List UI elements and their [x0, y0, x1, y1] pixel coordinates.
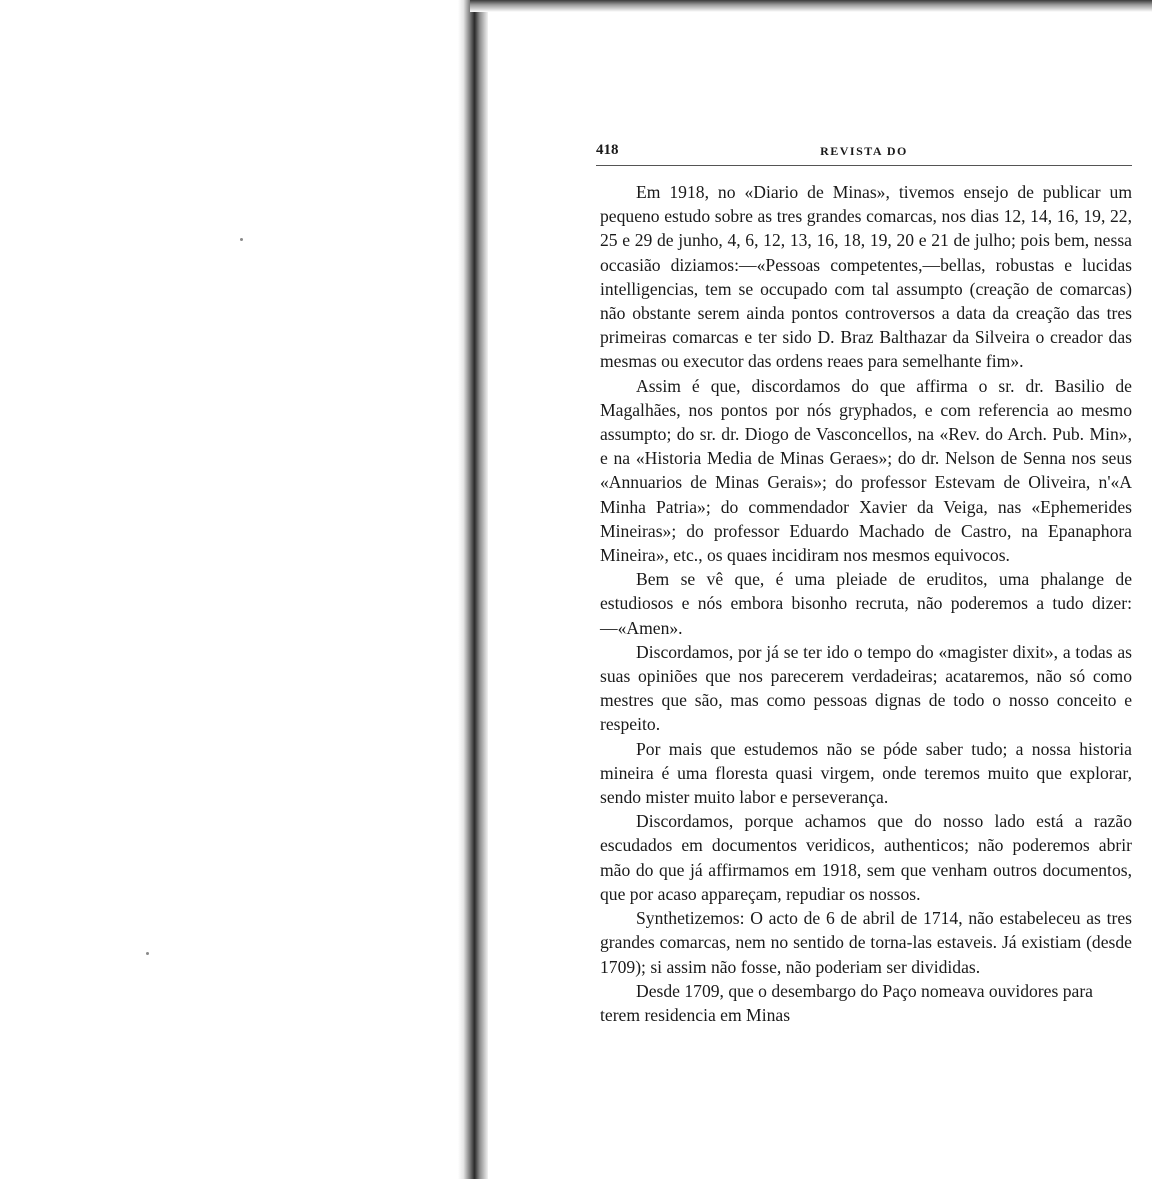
paragraph: Bem se vê que, é uma pleiade de eruditos, uma phalange de estudiosos e nós embora bisonho recruta, não poderemos a tudo dizer:—«Amen».	[600, 569, 1132, 638]
running-title: REVISTA DO	[820, 144, 908, 158]
paper-speck	[240, 238, 243, 241]
paragraph: Em 1918, no «Diario de Minas», tivemos ensejo de publicar um pequeno estudo sobre as tres grandes comarcas, nos dias 12, 14, 16, 19, 22, 25 e 29 de junho, 4, 6, 12, 13, 16, 18, 19, 20 e 21 de julho; pois bem, nessa occasião diziamos:—«Pessoas competentes,—bellas, robustas e lucidas intelligencias, tem se occupado com tal assumpto (creação de comarcas) não obstante serem ainda pontos controversos a data da creação das tres primeiras comarcas e ter sido D. Braz Balthazar da Silveira o creador das mesmas ou executor das ordens reaes para semelhante fim».	[600, 182, 1132, 372]
body-text	[600, 180, 1132, 1027]
book-gutter	[458, 0, 488, 1179]
paragraph: Synthetizemos: O acto de 6 de abril de 1714, não estabeleceu as tres grandes comarcas, nem no sentido de torna-las estaveis. Já existiam (desde 1709); si assim não fosse, não poderiam ser divididas.	[600, 908, 1132, 977]
paper-speck	[146, 952, 149, 955]
blank-left-page	[0, 0, 462, 1179]
paragraph: Discordamos, porque achamos que do nosso lado está a razão escudados em documentos veridicos, authenticos; não poderemos abrir mão do que já affirmamos em 1918, sem que venham outros documentos, que por acaso appareçam, repudiar os nossos.	[600, 811, 1132, 904]
paragraph: Desde 1709, que o desembargo do Paço nomeava ouvidores para terem residencia em Minas	[600, 980, 1093, 1025]
paragraph: Assim é que, discordamos do que affirma o sr. dr. Basilio de Magalhães, nos pontos por nós gryphados, e com referencia ao mesmo assumpto; do sr. dr. Diogo de Vasconcellos, na «Rev. do Arch. Pub. Min», e na «Historia Media de Minas Geraes»; do dr. Nelson de Senna nos seus «Annuarios de Minas Gerais»; do professor Estevam de Oliveira, n'«A Minha Patria»; do commendador Xavier da Veiga, nas «Ephemerides Mineiras»; do professor Eduardo Machado de Castro, na Epanaphora Mineira», etc., os quaes incidiram nos mesmos equivocos.	[600, 375, 1132, 566]
page-top-edge	[470, 0, 1152, 12]
document-page	[488, 12, 1152, 1179]
header-rule	[596, 165, 1132, 166]
paragraph: Por mais que estudemos não se póde saber tudo; a nossa historia mineira é uma floresta quasi virgem, onde teremos muito que explorar, sendo mister muito labor e perseverança.	[600, 738, 1132, 808]
running-header	[596, 140, 1132, 162]
page-number: 418	[596, 142, 619, 158]
paragraph: Discordamos, por já se ter ido o tempo do «magister dixit», a todas as suas opiniões que nos parecerem verdadeiras; acataremos, não só como mestres que são, mas como pessoas dignas de todo o nosso conceito e respeito.	[600, 641, 1132, 735]
